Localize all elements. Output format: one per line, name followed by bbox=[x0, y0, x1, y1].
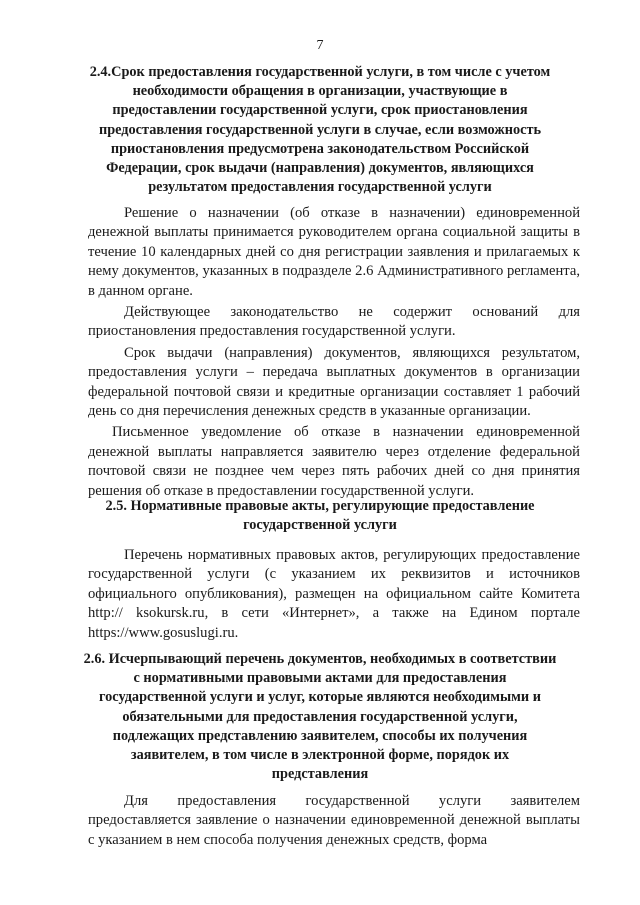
section-2-5 bbox=[0, 497, 640, 535]
section-2-4 bbox=[0, 63, 640, 197]
paragraph: Письменное уведомление об отказе в назначении единовременной денежной выплаты направляется заявителю через отделение федеральной почтовой связи не позднее чем через пять рабочих дней со дня принятия решения об отказе в предоставлении государственной услуги. bbox=[88, 424, 580, 499]
paragraph: Срок выдачи (направления) документов, являющихся результатом, предоставления услуги – передача выплатных документов в организации федеральной почтовой связи и кредитные организации составляет 1 рабочий день со дня перечисления денежных средств в указанные организации. bbox=[88, 344, 580, 420]
section-2-6-body bbox=[0, 792, 640, 850]
section-2-6-heading: 2.6. Исчерпывающий перечень документов, необходимых в соответствии с нормативными правовыми актами для предоставления государственной услуги и услуг, которые являются необходимыми и обязательными для предоставления государственной услуги, подлежащих представлению заявителем, способы их получения заявителем, в том числе в электронной форме, порядок их представления bbox=[83, 651, 557, 783]
section-2-4-body bbox=[0, 204, 640, 501]
paragraph: Перечень нормативных правовых актов, регулирующих предоставление государственной услуги (с указанием их реквизитов и источников официального опубликования), размещен на официальном сайте Комитета http:// ksokursk.ru, в сети «Интернет», а также на Едином портале https://www.gosuslugi.ru. bbox=[88, 547, 580, 641]
paragraph: Решение о назначении (об отказе в назначении) единовременной денежной выплаты принимается руководителем органа социальной защиты в течение 10 календарных дней со дня регистрации заявления и прилагаемых к нему документов, указанных в подразделе 2.6 Административного регламента, в данном органе. bbox=[88, 205, 580, 299]
section-2-4-heading: 2.4.Срок предоставления государственной услуги, в том числе с учетом необходимости обращения в организации, участвующие в предоставлении государственной услуги, срок приостановления предоставления государственной услуги в случае, если возможность приостановления предусмотрена законодательством Российской Федерации, срок выдачи (направления) документов, являющихся результатом предоставления государственной услуги bbox=[89, 64, 551, 196]
section-2-5-body bbox=[0, 546, 640, 643]
page-number: 7 bbox=[316, 38, 324, 53]
paragraph: Действующее законодательство не содержит оснований для приостановления предоставления государственной услуги. bbox=[88, 304, 580, 340]
section-2-6 bbox=[0, 650, 640, 784]
section-2-5-heading: 2.5. Нормативные правовые акты, регулирующие предоставление государственной услуги bbox=[105, 498, 535, 534]
paragraph: Для предоставления государственной услуги заявителем предоставляется заявление о назначении единовременной денежной выплаты с указанием в нем способа получения денежных средств, форма bbox=[88, 793, 580, 848]
